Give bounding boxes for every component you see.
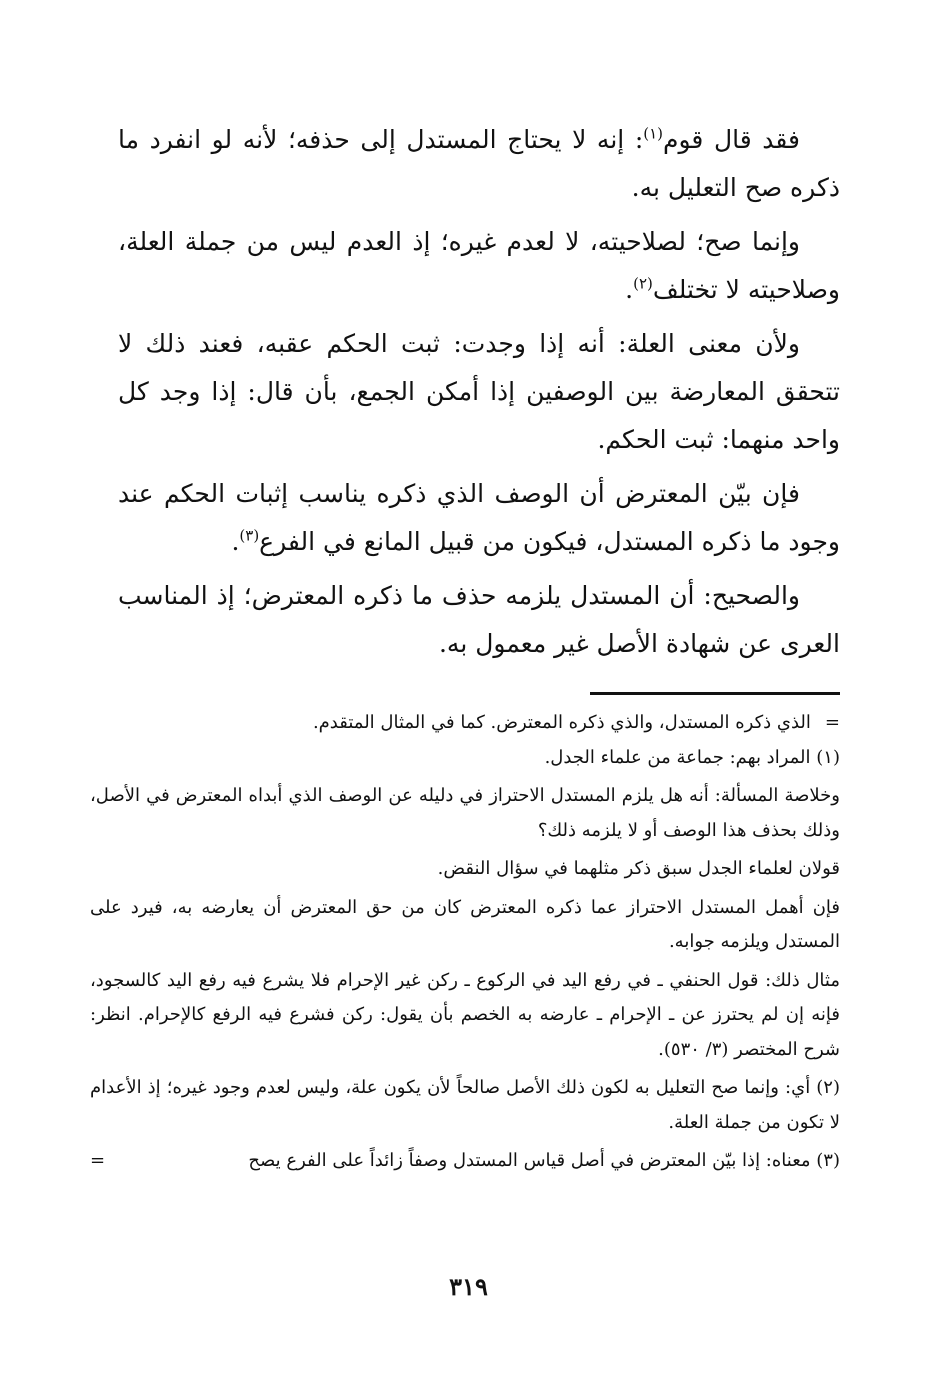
main-text	[118, 116, 840, 674]
footnote-2: (٢) أي: وإنما صح التعليل به لكون ذلك الأصل صالحاً لأن يكون علة، وليس لعدم وجود غيره؛ إذ الأعدام لا تكون من جملة العلة.	[90, 1077, 840, 1133]
footnote-separator	[590, 692, 840, 695]
page-number: ٣١٩	[449, 1272, 488, 1301]
footnote-1-summary: وخلاصة المسألة: أنه هل يلزم المستدل الاحتراز في دليله عن الوصف الذي أبداه المعترض في الأصل، وذلك بحذف هذا الوصف أو لا يلزمه ذلك؟	[90, 785, 840, 841]
footnote-continuation: =الذي ذكره المستدل، والذي ذكره المعترض. كما في المثال المتقدم.	[90, 706, 840, 741]
footnotes	[90, 706, 840, 1179]
main-paragraph-2: وإنما صح؛ لصلاحيته، لا لعدم غيره؛ إذ العدم ليس من جملة العلة، وصلاحيته لا تختلف$^{(٢)}$.	[118, 227, 840, 304]
footnote-ref-2[interactable]: (٢)	[633, 274, 653, 293]
footnote-ref-1[interactable]: (١)	[643, 124, 664, 143]
footnote-3-continuation-mark: =	[90, 1150, 106, 1171]
footnote-1-neglect: فإن أهمل المستدل الاحتراز عما ذكره المعترض كان من حق المعترض أن يعارضه به، فيرد على المستدل ويلزمه جوابه.	[90, 896, 840, 952]
footnote-3-label: (٣)	[816, 1150, 840, 1171]
main-paragraph-5: والصحيح: أن المستدل يلزمه حذف ما ذكره المعترض؛ إذ المناسب العرى عن شهادة الأصل غير معمول به.	[118, 581, 840, 658]
footnote-3: = (٣) معناه: إذا بيّن المعترض في أصل قياس المستدل وصفاً زائداً على الفرع يصح	[90, 1144, 840, 1179]
footnote-1-example: مثال ذلك: قول الحنفي ـ في رفع اليد في الركوع ـ ركن غير الإحرام فلا يشرع فيه رفع اليد كالسجود، فإنه إن لم يحترز عن ـ الإحرام ـ عارضه به الخصم بأن يقول: ركن فشرع فيه الرفع كالإحرام. انظر: شرح المختصر (٣/ ٥٣٠).	[90, 969, 840, 1060]
main-paragraph-4: فإن بيّن المعترض أن الوصف الذي ذكره يناسب إثبات الحكم عند وجود ما ذكره المستدل، فيكون من قبيل المانع في الفرع$^{(٣)}$.	[118, 479, 840, 556]
footnote-1: (١) المراد بهم: جماعة من علماء الجدل.	[544, 746, 840, 768]
footnote-1-label: (١)	[816, 746, 840, 768]
continuation-mark: =	[824, 712, 840, 733]
main-paragraph-1: فقد قال قوم$^{(١)}$: إنه لا يحتاج المستدل إلى حذفه؛ لأنه لو انفرد ما ذكره صح التعليل به.	[118, 124, 840, 202]
footnote-1-two-views: قولان لعلماء الجدل سبق ذكر مثلهما في سؤال النقض.	[437, 858, 840, 879]
footnote-2-label: (٢)	[816, 1077, 840, 1098]
main-paragraph-3: ولأن معنى العلة: أنه إذا وجدت: ثبت الحكم عقبه، فعند ذلك لا تتحقق المعارضة بين الوصفين إذا أمكن الجمع، بأن قال: إذا وجد كل واحد منهما: ثبت الحكم.	[118, 329, 840, 454]
footnote-ref-3[interactable]: (٣)	[239, 526, 260, 545]
